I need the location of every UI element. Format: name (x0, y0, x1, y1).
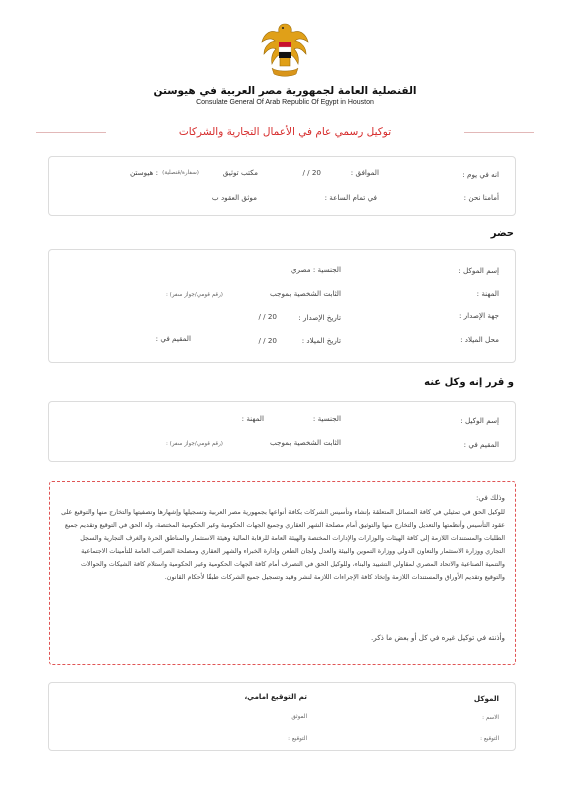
principal-resident-field[interactable]: المقيم في : (155, 334, 191, 343)
principal-sign-field[interactable]: التوقيع : (480, 736, 499, 742)
powers-intro: وذلك في: (475, 493, 505, 502)
consulate-arabic-name: القنصلية العامة لجمهورية مصر العربية في هيوستن (153, 85, 417, 97)
agent-box (48, 401, 516, 462)
principal-profession-field[interactable]: المهنة : (476, 289, 499, 298)
date-label: الموافق : (350, 168, 379, 177)
attended-heading: حضر (490, 228, 514, 239)
day-field[interactable]: انه في يوم : (462, 170, 499, 179)
principal-issue-date-field[interactable]: / / 20 (258, 312, 277, 321)
powers-box (49, 481, 516, 665)
document-title: توكيل رسمي عام في الأعمال التجارية والشركات (178, 126, 392, 138)
principal-birth-date-field[interactable]: / / 20 (258, 336, 277, 345)
document-title-row (36, 124, 534, 140)
principal-nationality-field[interactable]: الجنسية : مصري (290, 265, 341, 274)
date-value-field[interactable]: / / 20 (302, 168, 321, 177)
principal-issue-date-label: تاريخ الإصدار : (298, 313, 341, 322)
principal-id-field[interactable]: (رقم قومي/جواز سفر) : (166, 292, 223, 298)
consulate-english-name: Consulate General Of Arab Republic Of Egypt in Houston (196, 99, 374, 106)
agent-id-label: الثابت الشخصية بموجب (269, 438, 341, 447)
powers-closing: وأذنته في توكيل غيره في كل أو بعض ما ذكر. (370, 633, 505, 642)
principal-name-sign-field[interactable]: الاسم : (482, 715, 499, 721)
time-field[interactable]: في تمام الساعة : (324, 193, 377, 202)
notary-field[interactable]: موثق العقود ب (211, 193, 257, 202)
egypt-eagle-emblem-icon (260, 20, 310, 80)
agent-name-field[interactable]: إسم الوكيل : (460, 416, 499, 425)
principal-box (48, 249, 516, 363)
agent-heading: و قرر إنه وكل عنه (424, 377, 514, 388)
principal-birthplace-field[interactable]: محل الميلاد : (460, 335, 499, 344)
agent-id-field[interactable]: (رقم قومي/جواز سفر) : (166, 441, 223, 447)
agent-profession-field[interactable]: المهنة : (241, 414, 264, 423)
notary-sign-field[interactable]: التوقيع : (288, 736, 307, 742)
witnessed-title: تم التوقيع امامي، (244, 692, 307, 701)
notary-sign-label: الموثق (291, 714, 307, 720)
powers-text: للوكيل الحق في تمثيلي في كافة المسائل المتعلقة بإنشاء وتأسيس الشركات بكافة أنواعها بجمهورية مصر العربية وتسجيلها وإشهارها وتصفيتها والتخارج منها والتوقيع على عقود التأسيس وأنظمتها والتعديل والتخارج منها والتوثيق أمام مصلحة الشهر العقاري وجميع الجهات الحكومية وغير الحكومية المختصة، وله الحق في التوقيع وتقديم جميع الطلبات والمستندات اللازمة إلى كافة الهيئات والوزارات والإدارات المختصة والهيئة العامة للرقابة المالية وهيئة الاستثمار والمناطق الحرة والغرف التجارية والسجل التجاري ووزارة الاستثمار والتعاون الدولي ووزارة التموين والبيئة والعدل ولجان الطعن وإدارة الخبراء والشهر العقاري ومصلحة الضرائب العامة للتأمينات الاجتماعية والتنمية الصناعية والاتحاد المصري لمقاولي التشييد والبناء، وللوكيل الحق في التصرف أمام كافة الجهات الحكومية وغير الحكومية واستلام كافة الشيكات والحوالات والتوقيع وتقديم الأوراق والمستندات اللازمة وإتخاذ كافة الإجراءات اللازمة لنشر وقيد وتسجيل جميع الشركات طبقًا لأحكام القانون. (61, 508, 505, 581)
principal-name-field[interactable]: إسم الموكل : (458, 266, 499, 275)
principal-signature-title: الموكل (473, 694, 499, 703)
office-label: مكتب توثيق (222, 168, 258, 177)
agent-resident-field[interactable]: المقيم في : (463, 440, 499, 449)
principal-birth-date-label: تاريخ الميلاد : (301, 336, 341, 345)
signatures-box (48, 682, 516, 751)
agent-nationality-field[interactable]: الجنسية : (312, 414, 341, 423)
document-header (0, 20, 570, 108)
office-value-field[interactable]: : هيوستن (129, 168, 158, 177)
office-note: (سفارة/قنصلية) (162, 170, 199, 176)
principal-id-label: الثابت الشخصية بموجب (269, 289, 341, 298)
before-us-field[interactable]: أمامنا نحن : (463, 193, 499, 202)
principal-issuer-field[interactable]: جهة الإصدار : (458, 311, 499, 320)
intro-box (48, 156, 516, 216)
